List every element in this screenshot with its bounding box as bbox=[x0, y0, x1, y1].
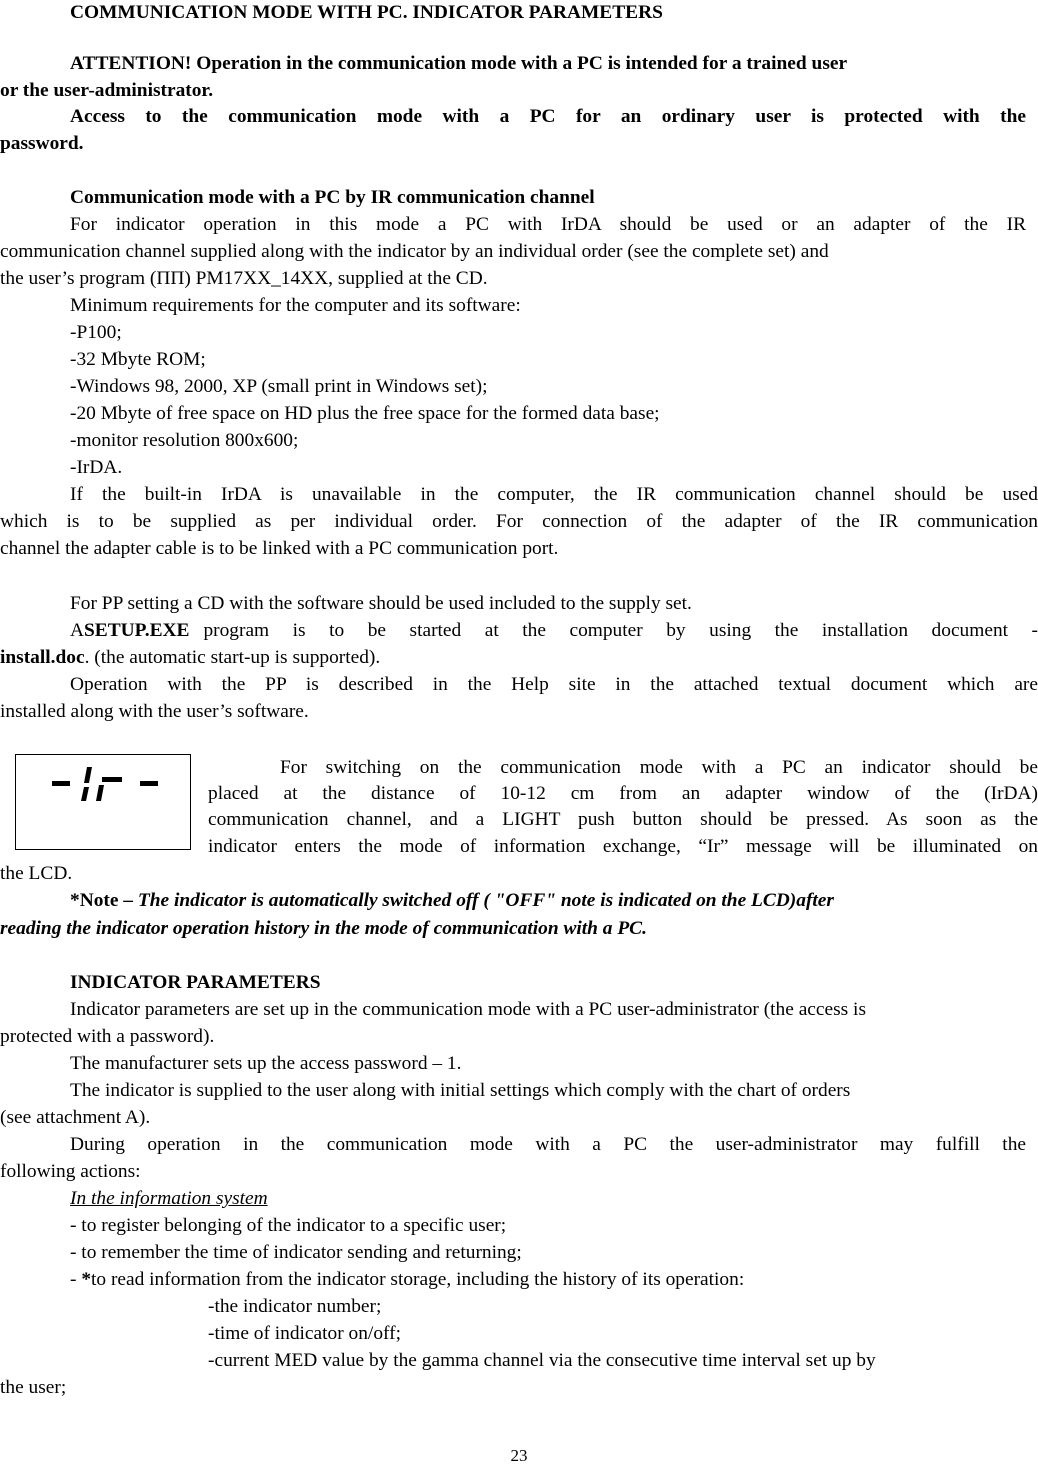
ir-paragraph-line-2: communication channel supplied along with the indicator by an individual order (see the complete set) and bbox=[0, 241, 829, 262]
attention-line-4: password. bbox=[0, 133, 84, 154]
lcd-display-figure bbox=[15, 754, 191, 850]
pp-setup-a: A bbox=[70, 620, 85, 641]
requirement-item: -monitor resolution 800x600; bbox=[70, 430, 299, 451]
lcd-dash-right bbox=[140, 781, 158, 786]
history-item: -current MED value by the gamma channel via the consecutive time interval set up by bbox=[208, 1350, 876, 1371]
pp-setup-text: program is to be started at the computer by using the installation document - bbox=[203, 620, 1038, 641]
requirement-item: -32 Mbyte ROM; bbox=[70, 349, 206, 370]
install-doc-label: install.doc bbox=[0, 647, 85, 668]
builtin-irda-line-1: If the built-in IrDA is unavailable in the computer, the IR communication channel should be used bbox=[70, 484, 1038, 505]
params-line-6: During operation in the communication mode with a PC the user-administrator may fulfill the bbox=[70, 1134, 1026, 1155]
lcd-segment-r-stem bbox=[96, 785, 104, 801]
pp-autostart-text: . (the automatic start-up is supported). bbox=[84, 647, 381, 668]
requirement-item: -P100; bbox=[70, 322, 122, 343]
switching-line-3: communication channel, and a LIGHT push button should be pressed. As soon as the bbox=[208, 809, 1038, 830]
switching-line-5: the LCD. bbox=[0, 863, 73, 884]
lcd-dash-left bbox=[52, 781, 70, 786]
history-item-continued: the user; bbox=[0, 1377, 67, 1398]
lcd-segments bbox=[16, 755, 192, 851]
setup-exe-label: SETUP.EXE bbox=[84, 620, 190, 641]
page-number: 23 bbox=[510, 1446, 528, 1465]
lcd-segment-i-bottom bbox=[81, 787, 89, 801]
requirement-item: -Windows 98, 2000, XP (small print in Windows set); bbox=[70, 376, 488, 397]
params-line-1: Indicator parameters are set up in the communication mode with a PC user-administrator (the access is bbox=[70, 999, 866, 1020]
builtin-irda-line-3: channel the adapter cable is to be linked with a PC communication port. bbox=[0, 538, 559, 559]
action-item: - to register belonging of the indicator to a specific user; bbox=[70, 1215, 507, 1236]
pp-operation-line-2: installed along with the user’s software. bbox=[0, 701, 309, 722]
action-dash: - bbox=[70, 1269, 82, 1290]
requirements-title: Minimum requirements for the computer and its software: bbox=[70, 295, 521, 316]
requirement-item: -IrDA. bbox=[70, 457, 123, 478]
attention-line-3: Access to the communication mode with a PC for an ordinary user is protected with the bbox=[70, 106, 1026, 127]
builtin-irda-line-2: which is to be supplied as per individual order. For connection of the adapter of the IR communication bbox=[0, 511, 1038, 532]
params-line-5: (see attachment A). bbox=[0, 1107, 151, 1128]
lcd-segment-r-top bbox=[102, 777, 122, 782]
pp-setting-line-3 bbox=[0, 645, 1038, 671]
info-system-title: In the information system bbox=[70, 1188, 268, 1209]
action-text: to read information from the indicator storage, including the history of its operation: bbox=[91, 1269, 745, 1290]
note-line-2: reading the indicator operation history in the mode of communication with a PC. bbox=[0, 918, 647, 939]
switching-line-2: placed at the distance of 10-12 cm from an adapter window of the (IrDA) bbox=[208, 783, 1038, 804]
note-label: *Note – bbox=[70, 890, 134, 911]
note-line-1 bbox=[70, 888, 1038, 914]
history-item: -the indicator number; bbox=[208, 1296, 382, 1317]
params-line-3: The manufacturer sets up the access password – 1. bbox=[70, 1053, 462, 1074]
attention-line-2: or the user-administrator. bbox=[0, 80, 214, 101]
page-heading: COMMUNICATION MODE WITH PC. INDICATOR PARAMETERS bbox=[70, 2, 663, 23]
attention-line-1: ATTENTION! Operation in the communication mode with a PC is intended for a trained user bbox=[70, 53, 848, 74]
requirement-item: -20 Mbyte of free space on HD plus the free space for the formed data base; bbox=[70, 403, 660, 424]
action-star: * bbox=[81, 1269, 92, 1290]
ir-section-title: Communication mode with a PC by IR communication channel bbox=[70, 187, 595, 208]
ir-paragraph-line-1: For indicator operation in this mode a PC with IrDA should be used or an adapter of the IR bbox=[70, 214, 1026, 235]
note-text: The indicator is automatically switched off ( "OFF" note is indicated on the LCD)after bbox=[137, 890, 834, 911]
params-line-4: The indicator is supplied to the user along with initial settings which comply with the chart of orders bbox=[70, 1080, 851, 1101]
action-item bbox=[70, 1267, 1038, 1293]
params-line-7: following actions: bbox=[0, 1161, 141, 1182]
params-section-title: INDICATOR PARAMETERS bbox=[70, 972, 321, 993]
pp-setting-line-1: For PP setting a CD with the software should be used included to the supply set. bbox=[70, 593, 692, 614]
action-item: - to remember the time of indicator sending and returning; bbox=[70, 1242, 522, 1263]
switching-line-1: For switching on the communication mode with a PC an indicator should be bbox=[280, 757, 1038, 778]
ir-paragraph-line-3: the user’s program (ПП) PM17XX_14XX, supplied at the CD. bbox=[0, 268, 488, 289]
pp-setting-line-2 bbox=[70, 618, 1038, 644]
switching-line-4: indicator enters the mode of information exchange, “Ir” message will be illuminated on bbox=[208, 836, 1038, 857]
params-line-2: protected with a password). bbox=[0, 1026, 215, 1047]
history-item: -time of indicator on/off; bbox=[208, 1323, 401, 1344]
lcd-segment-i-top bbox=[84, 767, 92, 783]
pp-operation-line-1: Operation with the PP is described in the Help site in the attached textual document which are bbox=[70, 674, 1038, 695]
